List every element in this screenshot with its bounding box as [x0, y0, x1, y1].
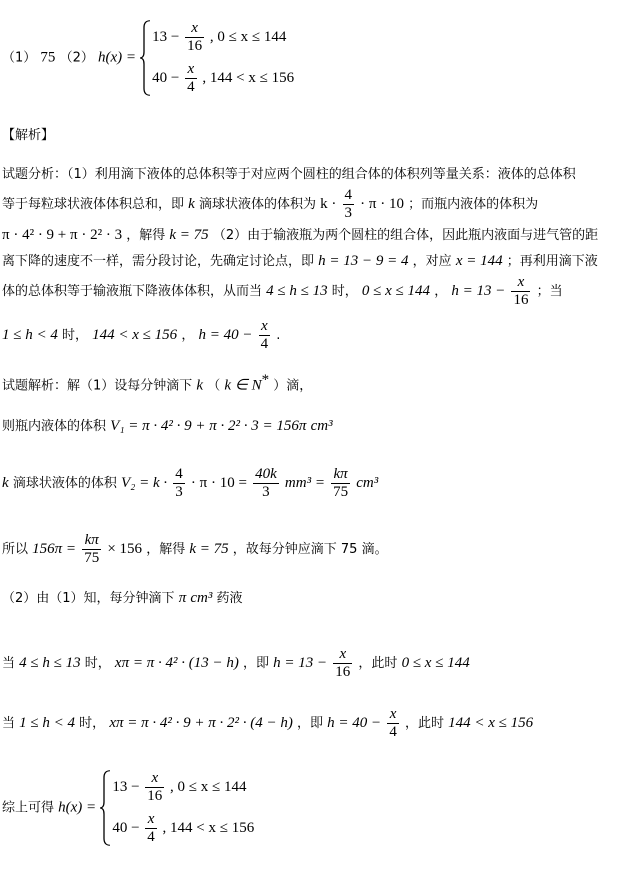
- fraction: $\frac{x}{16}$: [513, 274, 529, 308]
- analysis-line-2: 等于每粒球状液体体积总和，即 k 滴球状液体的体积为 k · $\frac{4}{3}$ · π · 10 ；而瓶内液体的体积为: [2, 187, 539, 221]
- final-case-1: 13 − $\frac{x}{16}$ , 0 ≤ x ≤ 144: [112, 770, 247, 804]
- fraction: $\frac{4}{3}$: [344, 187, 353, 221]
- fraction: $\frac{k\pi}{75}$: [333, 466, 349, 500]
- fraction: $\frac{x}{4}$: [389, 706, 397, 740]
- analysis-line-3: π · 4² · 9 + π · 2² · 3 ，解得 k = 75 （2）由于输液瓶为两个圆柱的组合体，因此瓶内液面与进气管的距: [2, 227, 599, 243]
- solution-line-2: 则瓶内液体的体积 V₁ = π · 4² · 9 + π · 2² · 3 = 156π cm³: [2, 418, 333, 434]
- fraction: $\frac{x}{4}$: [260, 318, 269, 352]
- fraction: $\frac{4}{3}$: [175, 466, 183, 500]
- fraction: $\frac{x}{16}$: [187, 20, 203, 54]
- solution-line-8: 综上可得 h(x) = 13 − $\frac{x}{16}$ , 0 ≤ x ≤ 144 40 − $\frac{x}{4}$ , 144 < x ≤ 156: [2, 770, 255, 845]
- solution-line-1: 试题解析：解（1）设每分钟滴下 k （ k ∈ N* ）滴，: [2, 372, 313, 394]
- fraction: $\frac{x}{16}$: [147, 770, 163, 804]
- final-case-2: 40 − $\frac{x}{4}$ , 144 < x ≤ 156: [112, 811, 255, 845]
- part1-value: 75: [40, 49, 56, 66]
- left-brace: [100, 770, 111, 846]
- solution-line-7: 当 1 ≤ h < 4 时， xπ = π · 4² · 9 + π · 2² · (4 − h) ，即 h = 40 − $\frac{x}{4}$ ，此时 144 < x ≤ 156: [2, 706, 534, 740]
- fraction: $\frac{x}{4}$: [187, 61, 195, 95]
- answer-case-1: 13 − $\frac{x}{16}$ , 0 ≤ x ≤ 144: [152, 20, 287, 54]
- analysis-line-6: 1 ≤ h < 4 时， 144 < x ≤ 156 ， h = 40 − $\frac{x}{4}$ .: [2, 318, 281, 352]
- analysis-line-4: 离下降的速度不一样，需分段讨论，先确定讨论点，即 h = 13 − 9 = 4 ，对应 x = 144 ；再利用滴下液: [2, 253, 598, 269]
- solution-line-4: 所以 156π = $\frac{k\pi}{75}$ × 156 ，解得 k = 75 ，故每分钟应滴下 75 滴。: [2, 532, 388, 566]
- answer-case-2: 40 − $\frac{x}{4}$ , 144 < x ≤ 156: [152, 61, 295, 95]
- part2-label: （2）: [59, 50, 94, 66]
- left-brace: [140, 20, 151, 96]
- final-piecewise: [100, 770, 254, 846]
- solution-line-5: （2）由（1）知，每分钟滴下 π cm³ 药液: [2, 590, 243, 606]
- jiexi-heading: 【解析】: [2, 128, 55, 143]
- answer-function: h(x) =: [97, 49, 137, 66]
- fraction: $\frac{x}{4}$: [147, 811, 155, 845]
- fraction: $\frac{40k}{3}$: [255, 466, 277, 500]
- solution-line-3: k 滴球状液体的体积 V₂ = k · $\frac{4}{3}$ · π · 10 = $\frac{40k}{3}$ mm³ = $\frac{k\pi}{75}$ cm³: [2, 466, 379, 500]
- fraction: $\frac{k\pi}{75}$: [84, 532, 100, 566]
- analysis-line-1: 试题分析：（1）利用滴下液体的总体积等于对应两个圆柱的组合体的体积列等量关系：液体的总体积: [2, 167, 576, 182]
- solution-line-6: 当 4 ≤ h ≤ 13 时， xπ = π · 4² · (13 − h) ，即 h = 13 − $\frac{x}{16}$ ，此时 0 ≤ x ≤ 144: [2, 646, 470, 680]
- answer-line: [2, 20, 294, 96]
- part1-label: （1）: [2, 50, 37, 66]
- answer-piecewise: [140, 20, 294, 96]
- fraction: $\frac{x}{16}$: [335, 646, 351, 680]
- analysis-line-5: 体的总体积等于输液瓶下降液体体积，从而当 4 ≤ h ≤ 13 时， 0 ≤ x ≤ 144 ， h = 13 − $\frac{x}{16}$ ；当: [2, 274, 563, 308]
